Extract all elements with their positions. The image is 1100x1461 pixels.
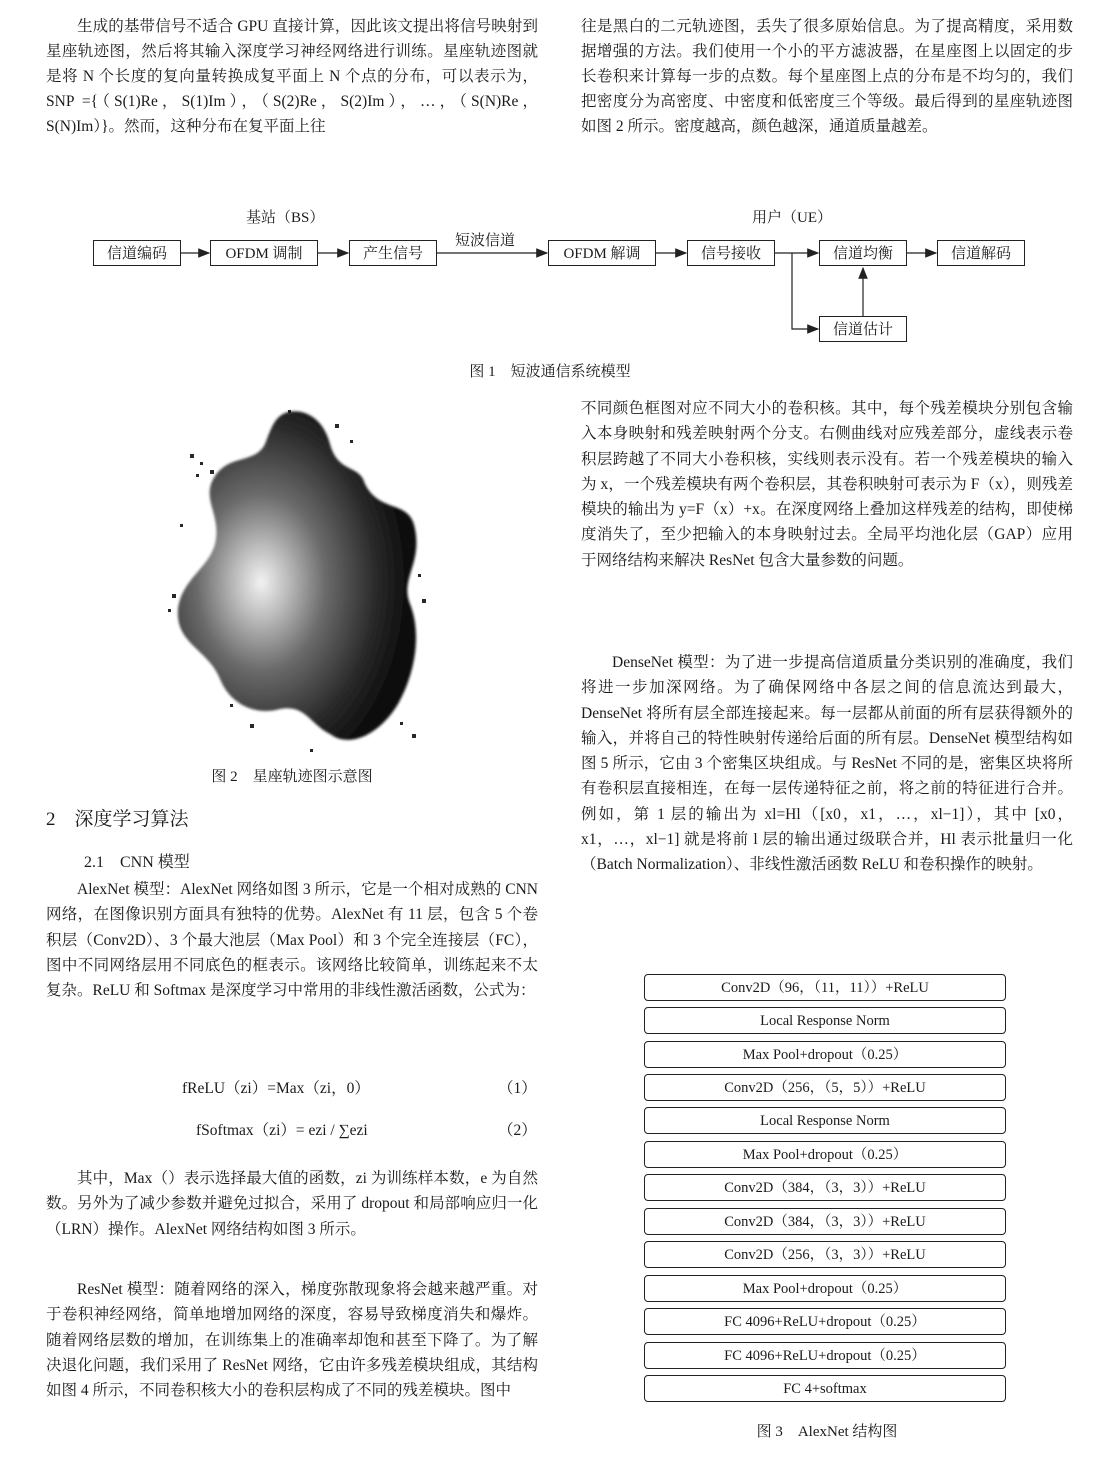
bs-label: 基站（BS） bbox=[246, 210, 325, 226]
left-p2-text: 其中，Max（）表示选择最大值的函数，zi 为训练样本数，e 为自然数。另外为了减少参数并避免过拟合，采用了 dropout 和局部响应归一化（LRN）操作。AlexNet 网络结构如图 3 所示。 bbox=[46, 1170, 538, 1238]
section-title: 2 深度学习算法 bbox=[46, 809, 189, 830]
box-channel-equalization: 信道均衡 bbox=[819, 240, 907, 266]
box-channel-coding: 信道编码 bbox=[93, 240, 181, 266]
box-ofdm-modulation: OFDM 调制 bbox=[210, 240, 318, 266]
left-top-text: 生成的基带信号不适合 GPU 直接计算，因此该文提出将信号映射到星座轨迹图，然后将其输入深度学习神经网络进行训练。星座轨迹图就是将 N 个长度的复向量转换成复平面上 N 个点的分布，可以表示为，SNP ={（S(1)Re，S(1)Im），（S(2)Re，S(2)Im），…，（S(N)Re，S(N)Im）}。然而，这种分布在复平面上往 bbox=[46, 18, 538, 136]
right-top-text: 往是黑白的二元轨迹图，丢失了很多原始信息。为了提高精度，采用数据增强的方法。我们使用一个小的平方滤波器，在星座图上以固定的步长卷积来计算每一步的点数。每个星座图上点的分布是不均匀的，我们把密度分为高密度、中密度和低密度三个等级。最后得到的星座轨迹图如图 2 所示。密度越高，颜色越深，通道质量越差。 bbox=[581, 18, 1073, 136]
right-p1 bbox=[581, 396, 1073, 573]
right-p2 bbox=[581, 650, 1073, 877]
equation-2-number: （2） bbox=[498, 1122, 537, 1139]
alexnet-layer-12: FC 4096+ReLU+dropout（0.25） bbox=[644, 1342, 1006, 1369]
ue-label: 用户（UE） bbox=[752, 210, 832, 226]
left-p3 bbox=[46, 1277, 538, 1403]
box-generate-signal: 产生信号 bbox=[349, 240, 437, 266]
right-top-paragraph bbox=[581, 14, 1073, 140]
left-p1-text: AlexNet 模型：AlexNet 网络如图 3 所示，它是一个相对成熟的 CNN 网络，在图像识别方面具有独特的优势。AlexNet 有 11 层，包含 5 个卷积层（Conv2D）、3 个最大池层（Max Pool）和 3 个完全连接层（FC），图中不同网络层用不同底色的框表示。该网络比较简单，训练起来不太复杂。ReLU 和 Softmax 是深度学习中常用的非线性激活函数，公式为： bbox=[46, 881, 538, 999]
equation-2: fSoftmax（zi）= ezi / ∑ezi bbox=[196, 1122, 368, 1139]
constellation-trajectory-image bbox=[160, 404, 440, 764]
left-p3-text: ResNet 模型：随着网络的深入，梯度弥散现象将会越来越严重。对于卷积神经网络，简单地增加网络的深度，容易导致梯度消失和爆炸。随着网络层数的增加，在训练集上的准确率却饱和甚至下降了。为了解决退化问题，我们采用了 ResNet 网络，它由许多残差模块组成，其结构如图 4 所示，不同卷积核大小的卷积层构成了不同的残差模块。图中 bbox=[46, 1281, 538, 1399]
channel-label: 短波信道 bbox=[455, 233, 516, 249]
subsection-title: 2.1 CNN 模型 bbox=[84, 854, 190, 871]
box-ofdm-demodulation: OFDM 解调 bbox=[548, 240, 656, 266]
figure-3-caption: 图 3 AlexNet 结构图 bbox=[756, 1424, 898, 1440]
figure-1-caption: 图 1 短波通信系统模型 bbox=[469, 364, 631, 380]
left-p1 bbox=[46, 877, 538, 1003]
box-channel-decoding: 信道解码 bbox=[937, 240, 1025, 266]
box-signal-receive: 信号接收 bbox=[687, 240, 775, 266]
alexnet-layer-2: Local Response Norm bbox=[644, 1007, 1006, 1034]
alexnet-layer-7: Conv2D（384，（3，3））+ReLU bbox=[644, 1174, 1006, 1201]
equation-1: fReLU（zi）=Max（zi，0） bbox=[182, 1080, 370, 1097]
right-p1-text: 不同颜色框图对应不同大小的卷积核。其中，每个残差模块分别包含输入本身映射和残差映射两个分支。右侧曲线对应残差部分，虚线表示卷积层跨越了不同大小卷积核，实线则表示没有。若一个残差模块的输入为 x，一个残差模块有两个卷积层，其卷积映射可表示为 F（x），则残差模块的输出为 y=F（x）+x。在深度网络上叠加这样残差的结构，即使梯度消失了，至少把输入的本身映射过去。全局平均池化层（GAP）应用于网络结构来解决 ResNet 包含大量参数的问题。 bbox=[581, 400, 1073, 569]
alexnet-layer-13: FC 4+softmax bbox=[644, 1375, 1006, 1402]
alexnet-layer-11: FC 4096+ReLU+dropout（0.25） bbox=[644, 1308, 1006, 1335]
equation-1-number: （1） bbox=[498, 1080, 537, 1097]
alexnet-layer-4: Conv2D（256，（5，5））+ReLU bbox=[644, 1074, 1006, 1101]
alexnet-layer-6: Max Pool+dropout（0.25） bbox=[644, 1141, 1006, 1168]
alexnet-layer-10: Max Pool+dropout（0.25） bbox=[644, 1275, 1006, 1302]
left-p2 bbox=[46, 1166, 538, 1242]
alexnet-layer-1: Conv2D（96，（11，11））+ReLU bbox=[644, 974, 1006, 1001]
alexnet-layer-9: Conv2D（256，（3，3））+ReLU bbox=[644, 1241, 1006, 1268]
figure-2-caption: 图 2 星座轨迹图示意图 bbox=[211, 769, 373, 785]
box-channel-estimation: 信道估计 bbox=[819, 316, 907, 342]
alexnet-layer-5: Local Response Norm bbox=[644, 1107, 1006, 1134]
right-p2-text: DenseNet 模型：为了进一步提高信道质量分类识别的准确度，我们将进一步加深网络。为了确保网络中各层之间的信息流达到最大，DenseNet 将所有层全部连接起来。每一层都从前面的所有层获得额外的输入，并将自己的特性映射传递给后面的所有层。DenseNet 模型结构如图 5 所示，它由 3 个密集区块组成。与 ResNet 不同的是，密集区块将所有卷积层直接相连，在每一层传递特征之前，将之前的特征进行合并。例如，第 1 层的输出为 xl=Hl（[x0，x1，…，xl−1]），其中 [x0，x1，…，xl−1] 就是将前 l 层的输出通过级联合并，Hl 表示批量归一化（Batch Normalization）、非线性激活函数 ReLU 和卷积操作的映射。 bbox=[581, 654, 1073, 873]
alexnet-layer-3: Max Pool+dropout（0.25） bbox=[644, 1041, 1006, 1068]
alexnet-layer-8: Conv2D（384，（3，3））+ReLU bbox=[644, 1208, 1006, 1235]
left-top-paragraph bbox=[46, 14, 538, 140]
